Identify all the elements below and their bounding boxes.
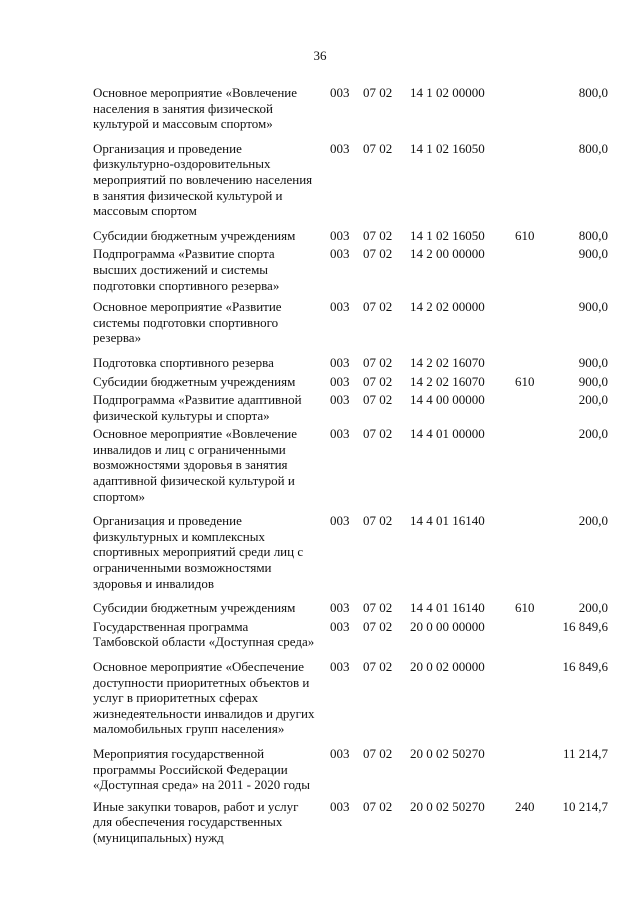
row-tsr: 20 0 02 50270 <box>410 745 485 761</box>
row-ved: 003 <box>330 426 350 442</box>
row-tsr: 20 0 02 00000 <box>410 659 485 674</box>
row-name: Подготовка спортивного резерва <box>93 354 274 370</box>
row-ved: 003 <box>330 354 350 370</box>
row-name: Подпрограмма «Развитие спорта высших достижений и системы подготовки спортивного резерва» <box>93 246 280 293</box>
row-name: Субсидии бюджетным учреждениям <box>93 227 296 243</box>
row-rz: 07 02 <box>363 140 393 156</box>
row-sum: 200,0 <box>578 600 608 616</box>
row-sum: 16 849,6 <box>562 618 608 634</box>
row-sum: 900,0 <box>578 246 608 262</box>
row-name: Субсидии бюджетным учреждениям <box>93 373 296 389</box>
row-ved: 003 <box>330 85 350 100</box>
row-rz: 07 02 <box>363 600 393 616</box>
row-sum: 900,0 <box>578 373 608 389</box>
row-name: Подпрограмма «Развитие адаптивной физической культуры и спорта» <box>93 392 302 423</box>
table-row <box>93 374 608 390</box>
row-vr: 610 <box>515 373 535 389</box>
row-vr: 240 <box>515 798 535 814</box>
row-name: Субсидии бюджетным учреждениям <box>93 600 296 616</box>
row-ved: 003 <box>330 513 350 529</box>
row-name: Государственная программа Тамбовской области «Доступная среда» <box>93 618 315 650</box>
row-tsr: 14 2 02 00000 <box>410 299 485 315</box>
row-rz: 07 02 <box>363 745 393 761</box>
row-rz: 07 02 <box>363 354 393 370</box>
table-row <box>93 799 608 846</box>
row-sum: 200,0 <box>578 513 608 529</box>
row-rz: 07 02 <box>363 659 393 674</box>
table-row <box>93 392 608 423</box>
row-tsr: 20 0 00 00000 <box>410 618 485 634</box>
row-ved: 003 <box>330 600 350 616</box>
row-ved: 003 <box>330 140 350 156</box>
row-name: Иные закупки товаров, работ и услуг для обеспечения государственных (муниципальных) нужд <box>93 798 299 845</box>
row-tsr: 14 2 02 16070 <box>410 373 485 389</box>
row-ved: 003 <box>330 392 350 408</box>
table-row <box>93 746 608 793</box>
row-tsr: 20 0 02 50270 <box>410 798 485 814</box>
row-tsr: 14 2 02 16070 <box>410 354 485 370</box>
row-name: Основное мероприятие «Вовлечение населения в занятия физической культурой и массовым спортом» <box>93 85 298 132</box>
row-tsr: 14 4 00 00000 <box>410 392 485 408</box>
row-sum: 900,0 <box>578 299 608 315</box>
row-sum: 16 849,6 <box>562 659 608 674</box>
row-rz: 07 02 <box>363 392 393 408</box>
row-ved: 003 <box>330 227 350 243</box>
row-ved: 003 <box>330 798 350 814</box>
row-sum: 800,0 <box>578 140 608 156</box>
table-row <box>93 355 608 371</box>
row-tsr: 14 1 02 16050 <box>410 227 485 243</box>
row-ved: 003 <box>330 299 350 315</box>
table-row <box>93 513 608 591</box>
row-name: Основное мероприятие «Обеспечение доступности приоритетных объектов и услуг в приоритетных сферах жизнедеятельности инвалидов и других маломобильных групп населения» <box>93 659 315 737</box>
table-row <box>93 659 608 737</box>
row-rz: 07 02 <box>363 246 393 262</box>
table-row <box>93 85 608 132</box>
row-sum: 800,0 <box>578 227 608 243</box>
row-rz: 07 02 <box>363 513 393 529</box>
row-name: Основное мероприятие «Вовлечение инвалидов и лиц с ограниченными возможностями здоровья в занятия адаптивной физической культурой и спортом» <box>93 426 298 504</box>
row-rz: 07 02 <box>363 299 393 315</box>
row-rz: 07 02 <box>363 373 393 389</box>
table-row <box>93 246 608 293</box>
row-tsr: 14 4 01 16140 <box>410 513 485 529</box>
row-name: Организация и проведение физкультурно-оздоровительных мероприятий по вовлечению населения в занятия физической культурой и массовым спортом <box>93 140 313 219</box>
table-row <box>93 228 608 244</box>
row-name: Основное мероприятие «Развитие системы подготовки спортивного резерва» <box>93 299 282 346</box>
row-sum: 11 214,7 <box>562 745 608 761</box>
row-ved: 003 <box>330 246 350 262</box>
row-sum: 900,0 <box>578 354 608 370</box>
table-row <box>93 299 608 346</box>
row-ved: 003 <box>330 659 350 674</box>
table-row <box>93 600 608 616</box>
row-tsr: 14 1 02 16050 <box>410 140 485 156</box>
row-tsr: 14 2 00 00000 <box>410 246 485 262</box>
table-row <box>93 141 608 219</box>
row-ved: 003 <box>330 745 350 761</box>
row-sum: 200,0 <box>578 426 608 442</box>
row-rz: 07 02 <box>363 618 393 634</box>
row-ved: 003 <box>330 373 350 389</box>
row-rz: 07 02 <box>363 798 393 814</box>
row-name: Организация и проведение физкультурных и комплексных спортивных мероприятий среди лиц с ограниченными возможностями здоровья и инвалидов <box>93 513 304 591</box>
row-tsr: 14 4 01 16140 <box>410 600 485 616</box>
budget-table <box>93 85 608 846</box>
row-sum: 10 214,7 <box>562 798 608 814</box>
table-row <box>93 619 608 650</box>
row-rz: 07 02 <box>363 426 393 442</box>
row-sum: 200,0 <box>578 392 608 408</box>
row-tsr: 14 1 02 00000 <box>410 85 485 100</box>
row-rz: 07 02 <box>363 227 393 243</box>
row-ved: 003 <box>330 618 350 634</box>
row-tsr: 14 4 01 00000 <box>410 426 485 442</box>
table-row <box>93 426 608 504</box>
row-vr: 610 <box>515 227 535 243</box>
row-rz: 07 02 <box>363 85 393 100</box>
row-vr: 610 <box>515 600 535 616</box>
row-sum: 800,0 <box>578 85 608 100</box>
page-number: 36 <box>313 48 327 63</box>
row-name: Мероприятия государственной программы Российской Федерации «Доступная среда» на 2011 - 2020 годы <box>93 745 310 793</box>
